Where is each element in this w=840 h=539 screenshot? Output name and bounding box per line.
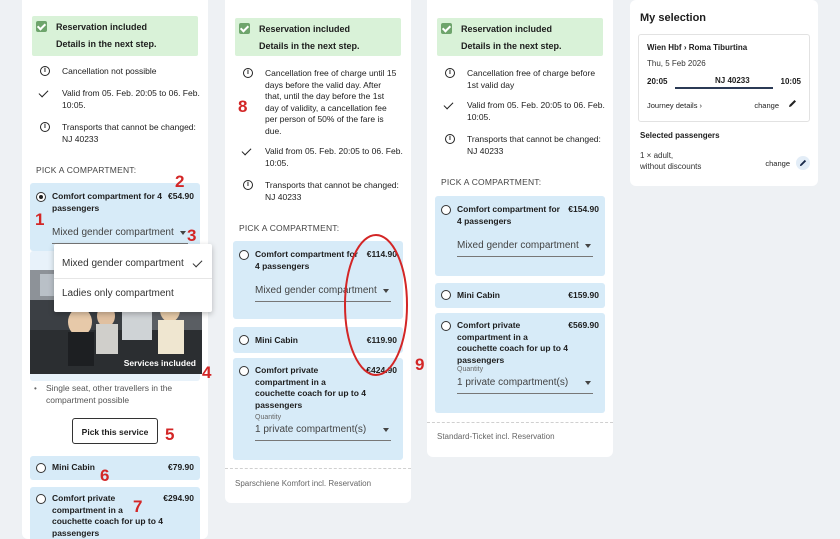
annotation-1: 1 xyxy=(35,210,45,229)
annotation-2: 2 xyxy=(175,172,185,191)
quantity-label: Quantity xyxy=(457,366,484,373)
price: €294.90 xyxy=(163,493,194,503)
check-icon xyxy=(36,21,47,32)
annotation-5: 5 xyxy=(165,425,175,444)
annotation-9: 9 xyxy=(415,355,425,374)
fare-name: Sparschiene Komfort incl. Reservation xyxy=(235,479,372,488)
gender-dropdown-menu xyxy=(54,244,212,312)
chevron-down-icon xyxy=(180,231,186,235)
price: €54.90 xyxy=(168,191,194,201)
panel-title: My selection xyxy=(640,12,707,24)
pick-this-service-button[interactable]: Pick this service xyxy=(72,418,158,444)
reservation-included-box: Reservation included Details in the next step. xyxy=(437,18,603,56)
info-icon: i xyxy=(445,68,455,78)
price: €154.90 xyxy=(568,204,599,214)
option-comfort-4[interactable]: Comfort compartment for 4 passengers €54.90 Mixed gender compartment xyxy=(30,183,200,251)
service-note: Single seat, other travellers in the compartment possible xyxy=(46,383,173,405)
travel-date: Thu, 5 Feb 2026 xyxy=(647,59,706,68)
pencil-icon xyxy=(799,159,807,167)
dropdown-option-ladies[interactable]: Ladies only compartment xyxy=(62,288,174,299)
check-icon xyxy=(441,23,452,34)
reservation-subtitle: Details in the next step. xyxy=(56,39,157,49)
fare-name: Standard-Ticket incl. Reservation xyxy=(437,432,555,441)
edit-passengers-button[interactable] xyxy=(796,156,810,170)
chevron-down-icon xyxy=(585,244,591,248)
annotation-ellipse xyxy=(340,232,412,378)
checkmark-icon xyxy=(39,88,49,98)
quantity-select[interactable]: 1 private compartment(s) xyxy=(457,377,593,394)
radio-button[interactable] xyxy=(441,205,451,215)
info-icon: i xyxy=(243,180,253,190)
option-mini-cabin[interactable]: Mini Cabin €79.90 xyxy=(30,456,200,480)
info-icon: i xyxy=(243,68,253,78)
arrival-time: 10:05 xyxy=(780,77,801,86)
checkmark-icon xyxy=(444,100,454,110)
route: Wien Hbf › Roma Tiburtina xyxy=(647,43,748,52)
option-private-compartment[interactable]: Comfort private compartment in a couchette coach for up to 4 passengers €294.90 xyxy=(30,487,200,539)
pick-compartment-label: PICK A COMPARTMENT: xyxy=(36,165,137,175)
radio-button[interactable] xyxy=(239,366,249,376)
radio-button[interactable] xyxy=(441,321,451,331)
price: €79.90 xyxy=(168,462,194,472)
annotation-7: 7 xyxy=(133,497,143,516)
gender-select[interactable]: Mixed gender compartment xyxy=(52,227,188,244)
option-comfort-4[interactable]: Comfort compartment for 4 passengers €154.90 Mixed gender compartment xyxy=(435,196,605,276)
option-mini-cabin[interactable]: Mini Cabin €159.90 xyxy=(435,283,605,308)
option-comfort-4[interactable]: Comfort compartment for 4 passengers €114.90 Mixed gender compartment xyxy=(233,241,403,319)
fare-column-2: Reservation included Details in the next step. i Cancellation free of charge until 15 days before the valid day. After that, until the day before the 1st day of validity, a cancellation fee per person of 50% of the fare is due. Valid from 05. Feb. 20:05 to 06. Feb. 10:05. i Transports that cannot be changed: NJ 40233 PICK A COMPARTMENT: Comfort compartment for 4 passengers €114.90 Mixed gender compartment Mini Cabin €119.90 Comfort private compartment in a couchette coach for up to 4 passengers €424.90 Quantity 1 private compartment(s) Sparschiene Komfort incl. Reservation xyxy=(225,0,411,503)
train-number: NJ 40233 xyxy=(715,76,750,85)
quantity-select[interactable]: 1 private compartment(s) xyxy=(255,424,391,441)
checkmark-icon xyxy=(242,146,252,156)
checkmark-icon xyxy=(193,258,203,268)
quantity-label: Quantity xyxy=(255,414,282,421)
chevron-down-icon xyxy=(383,428,389,432)
dropdown-option-mixed[interactable]: Mixed gender compartment xyxy=(62,258,184,269)
change-journey-link[interactable]: change xyxy=(754,101,779,110)
departure-time: 20:05 xyxy=(647,77,668,86)
journey-details-link[interactable]: Journey details › xyxy=(647,101,703,110)
photo-caption: Services included xyxy=(123,358,196,368)
reservation-title: Reservation included xyxy=(56,22,148,32)
journey-card xyxy=(638,34,810,122)
radio-button[interactable] xyxy=(441,290,451,300)
reservation-included-box xyxy=(32,16,198,56)
check-icon xyxy=(239,23,250,34)
gender-select[interactable]: Mixed gender compartment xyxy=(457,240,593,257)
change-passengers-link[interactable]: change xyxy=(765,159,790,168)
radio-button[interactable] xyxy=(36,494,46,504)
option-private-compartment[interactable]: Comfort private compartment in a couchette coach for up to 4 passengers €569.90 Quantity 1 private compartment(s) xyxy=(435,313,605,413)
pencil-icon[interactable] xyxy=(788,99,797,108)
info-icon: i xyxy=(445,134,455,144)
radio-button[interactable] xyxy=(36,192,46,202)
price: €119.90 xyxy=(366,335,397,345)
option-private-compartment[interactable]: Comfort private compartment in a couchette coach for up to 4 passengers €424.90 Quantity 1 private compartment(s) xyxy=(233,358,403,460)
option-mini-cabin[interactable]: Mini Cabin €119.90 xyxy=(233,327,403,353)
radio-button[interactable] xyxy=(239,335,249,345)
price: €159.90 xyxy=(568,290,599,300)
info-icon: i xyxy=(40,66,50,76)
pick-compartment-label: PICK A COMPARTMENT: xyxy=(239,223,340,233)
radio-button[interactable] xyxy=(36,463,46,473)
annotation-8: 8 xyxy=(238,97,248,116)
radio-button[interactable] xyxy=(239,250,249,260)
annotation-3: 3 xyxy=(187,226,197,245)
passenger-summary: 1 × adult, without discounts xyxy=(640,151,702,171)
price: €114.90 xyxy=(366,249,397,259)
annotation-4: 4 xyxy=(202,363,212,382)
chevron-down-icon xyxy=(585,381,591,385)
fare-column-1: Reservation included Details in the next step. i Cancellation not possible Valid from 05. Feb. 20:05 to 06. Feb. 10:05. i Transports that cannot be changed: NJ 40233 PICK A COMPARTMENT: Comfort compartment for 4 passengers €54.90 Mixed gender compartment • Single seat, other travellers in the compartment possible Mini Cabin €79.90 Comfort private compartment in a couchette coach for up to 4 passengers €294.90 xyxy=(22,0,208,539)
reservation-included-box: Reservation included Details in the next step. xyxy=(235,18,401,56)
my-selection-panel xyxy=(630,0,818,186)
fare-column-3: Reservation included Details in the next step. i Cancellation free of charge before 1st valid day Valid from 05. Feb. 20:05 to 06. Feb. 10:05. i Transports that cannot be changed: NJ 40233 PICK A COMPARTMENT: Comfort compartment for 4 passengers €154.90 Mixed gender compartment Mini Cabin €159.90 Comfort private compartment in a couchette coach for up to 4 passengers €569.90 Quantity 1 private compartment(s) Standard-Ticket incl. Reservation xyxy=(427,0,613,457)
price: €569.90 xyxy=(568,320,599,330)
price: €424.90 xyxy=(366,365,397,375)
info-icon: i xyxy=(40,122,50,132)
gender-select[interactable]: Mixed gender compartment xyxy=(255,285,391,302)
pick-compartment-label: PICK A COMPARTMENT: xyxy=(441,177,542,187)
annotation-6: 6 xyxy=(100,466,110,485)
passengers-title: Selected passengers xyxy=(640,131,720,140)
